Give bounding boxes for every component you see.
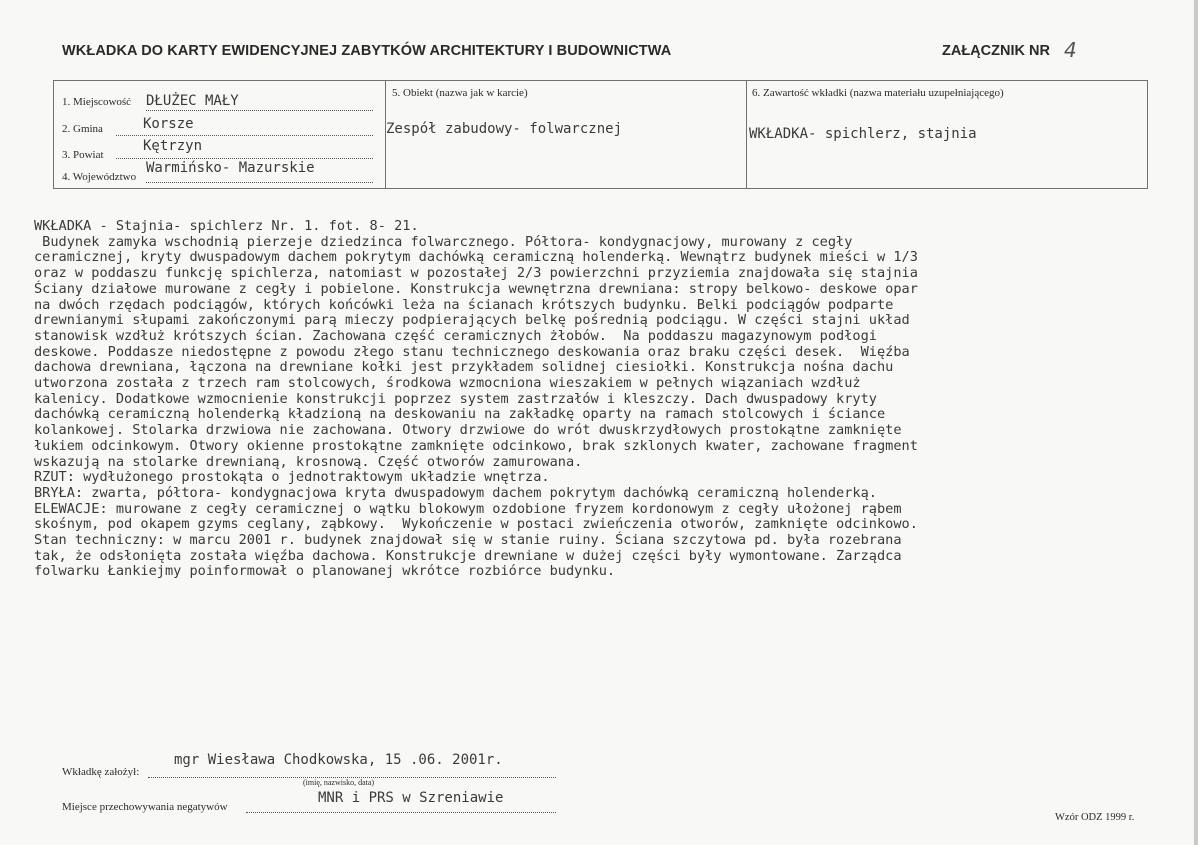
wojewodztwo-dots [146, 182, 373, 183]
description-line: ceramicznej, kryty dwuspadowym dachem pokrytym dachówką ceramiczną holenderką. Wewnątrz budynek mieści w 1/3 [34, 249, 918, 266]
author-label: Wkładkę założył: [62, 766, 140, 778]
card-title: WKŁADKA DO KARTY EWIDENCYJNEJ ZABYTKÓW ARCHITEKTURY I BUDOWNICTWA [62, 43, 672, 59]
description-line: dachówką ceramiczną holenderką kładzioną na deskowaniu na zakładkę oparty na ramach stolcowych i ściance [34, 406, 886, 423]
description-line: stanowisk wzdłuż krótszych ścian. Zachowana część ceramicznych żłobów. Na poddaszu magazynowym podłogi [34, 327, 877, 344]
storage-dots [246, 812, 556, 813]
description-line: wskazują na stolarke drewnianą, krosnową. Część otworów zamurowana. [34, 453, 583, 470]
description-line: tak, że odsłonięta została więźba dachowa. Konstrukcje drewniane w dużej części były wymontowane. Zarządca [34, 547, 902, 564]
description-line: na dwóch rzędach podciągów, których końcówki leża na ścianach krótszych budynku. Belki podciągów podparte [34, 296, 894, 313]
table-bottom-border [53, 188, 1148, 189]
miejscowosc-value: DŁUŻEC MAŁY [146, 93, 239, 109]
description-line: drewnianymi słupami zakończonymi parą mieczy podpierających belkę pośrednią podciągu. W części stajni układ [34, 312, 910, 329]
paper-edge [1194, 0, 1198, 845]
description-line: kalenicy. Dodatkowe wzmocnienie konstrukcji poprzez system zastrzałów i kleszczy. Dach dwuspadowy kryty [34, 390, 877, 407]
description-text [34, 219, 1144, 580]
description-line: Stan techniczny: w marcu 2001 r. budynek znajdował się w stanie ruiny. Ściana szczytowa pd. była rozebrana [34, 532, 902, 549]
table-divider-2 [746, 80, 747, 189]
miejscowosc-label: 1. Miejscowość [62, 96, 132, 108]
description-line: deskowe. Poddasze niedostępne z powodu złego stanu technicznego deskowania oraz braku części desek. Więźba [34, 343, 910, 360]
description-line: Budynek zamyka wschodnią pierzeje dziedzinca folwarcznego. Półtora- kondygnacjowy, murowany z cegły [34, 233, 853, 250]
description-line: skośnym, pod okapem gzyms ceglany, ząbkowy. Wykończenie w postaci zwieńczenia otworów, zamknięte odcinkowo. [34, 516, 918, 533]
table-left-border [53, 80, 54, 189]
author-value: mgr Wiesława Chodkowska, 15 .06. 2001r. [174, 752, 503, 768]
object-value: Zespół zabudowy- folwarcznej [386, 121, 623, 137]
description-line: folwarku Łankiejmy poinformował o planowanej wkrótce rozbiórce budynku. [34, 563, 616, 580]
description-line: BRYŁA: zwarta, półtora- kondygnacjowa kryta dwuspadowym dachem pokrytym dachówką ceramiczną holenderką. [34, 484, 877, 501]
storage-value: MNR i PRS w Szreniawie [318, 790, 504, 806]
description-line: WKŁADKA - Stajnia- spichlerz Nr. 1. fot. 8- 21. [34, 218, 419, 234]
attachment-label: ZAŁĄCZNIK NR [942, 43, 1050, 59]
gmina-label: 2. Gmina [62, 123, 103, 135]
powiat-value: Kętrzyn [143, 138, 203, 154]
description-line: ELEWACJE: murowane z cegły ceramicznej o wątku blokowym ozdobione fryzem kordonowym z cegły ułożonej rąbem [34, 500, 902, 517]
powiat-label: 3. Powiat [62, 149, 104, 161]
description-line: łukiem odcinkowym. Otwory okienne prostokątne zamknięte odcinkowo, brak szklonych kwater, zachowane fragment [34, 437, 918, 454]
content-label: 6. Zawartość wkładki (nazwa materiału uzupełniającego) [752, 87, 1004, 99]
description-line: dachowa drewniana, łączona na drewniane kołki jest przykładem solidnej ciesiołki. Konstrukcja nośna dachu [34, 359, 894, 376]
description-line: oraz w poddaszu funkcję spichlerza, natomiast w pozostałej 2/3 powierzchni przyziemia znajdowała się stajnia [34, 265, 918, 282]
gmina-dots [116, 135, 373, 136]
author-hint: (imię, nazwisko, data) [303, 778, 375, 787]
powiat-dots [116, 158, 373, 159]
form-code: Wzór ODZ 1999 r. [1055, 812, 1135, 823]
miejscowosc-dots [146, 110, 373, 111]
description-line: kolankowej. Stolarka drzwiowa nie zachowana. Otwory drzwiowe do wrót dwuskrzydłowych prostokątne zamknięte [34, 422, 902, 439]
wojewodztwo-value: Warmińsko- Mazurskie [146, 160, 315, 176]
description-line: Ściany działowe murowane z cegły i pobielone. Konstrukcja wewnętrzna drewniana: stropy belkowo- deskowe opar [34, 280, 918, 297]
description-line: RZUT: wydłużonego prostokąta o jednotraktowym układzie wnętrza. [34, 469, 550, 486]
object-label: 5. Obiekt (nazwa jak w karcie) [392, 87, 528, 99]
gmina-value: Korsze [143, 116, 194, 132]
table-right-border [1147, 80, 1148, 189]
content-value: WKŁADKA- spichlerz, stajnia [749, 126, 977, 142]
attachment-number: 4 [1064, 38, 1077, 62]
storage-label: Miejsce przechowywania negatywów [62, 801, 228, 813]
description-line: utworzona została z trzech ram stolcowych, środkowa wzmocniona wieszakiem w pełnych wiązaniach wzdłuż [34, 375, 861, 392]
table-top-border [53, 80, 1148, 81]
wojewodztwo-label: 4. Województwo [62, 171, 137, 183]
